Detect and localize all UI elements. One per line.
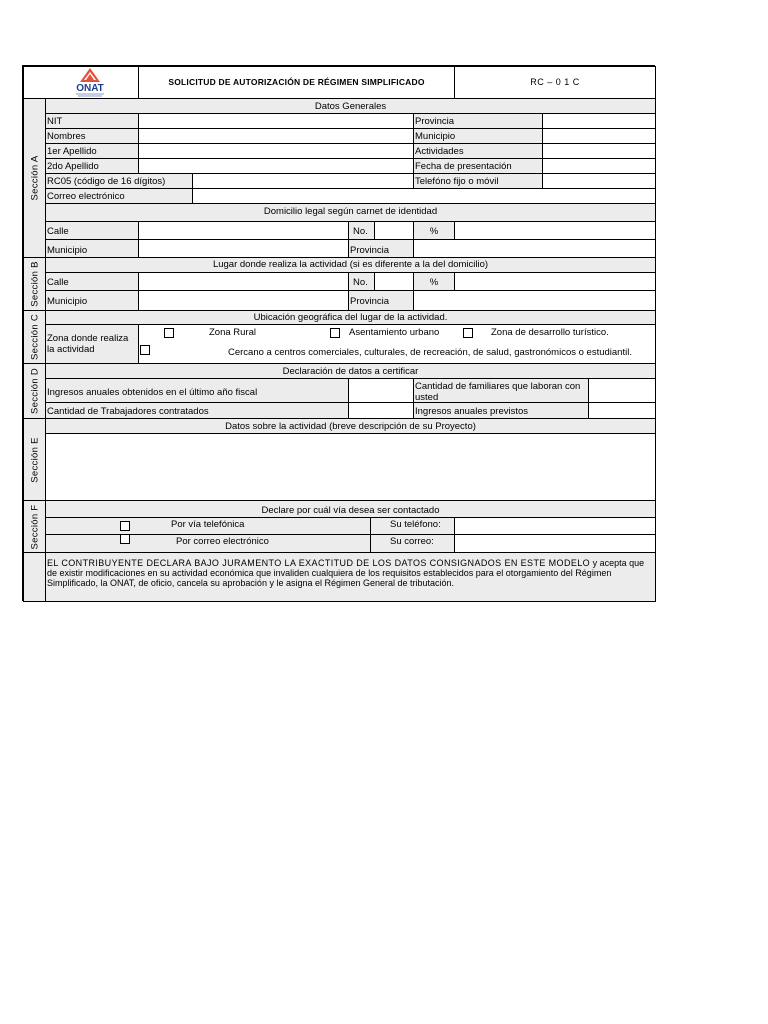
zona-rural-label: Zona Rural [209, 327, 256, 338]
su-correo-label: Su correo: [390, 536, 434, 547]
logo-wordmark: ONAT [76, 83, 104, 94]
declaracion-heading: Declaración de datos a certificar [45, 363, 656, 379]
declaration-text [45, 552, 656, 602]
form-title: SOLICITUD DE AUTORIZACIÓN DE RÉGIMEN SIMPLIFICADO [138, 66, 455, 99]
cercano-label: Cercano a centros comerciales, culturales, de recreación, de salud, gastronómicos o estudiantil. [228, 347, 632, 358]
apellido2-field[interactable] [138, 158, 414, 174]
turistico-label: Zona de desarrollo turístico. [491, 327, 609, 338]
declaration-bold: EL CONTRIBUYENTE DECLARA BAJO JURAMENTO LA EXACTITUD DE LOS DATOS CONSIGNADOS EN ESTE MODELO [47, 558, 591, 568]
actividad-description-field[interactable] [45, 433, 656, 501]
provincia-b-label: Provincia [348, 290, 414, 311]
apellido1-label: 1er Apellido [45, 143, 139, 159]
actividades-label: Actividades [413, 143, 543, 159]
provincia-field[interactable] [542, 113, 656, 129]
asentamiento-label: Asentamiento urbano [349, 327, 440, 338]
no-field[interactable] [374, 221, 414, 240]
ingresos-previstos-label: Ingresos anuales previstos [413, 402, 589, 419]
section-b-label: Sección B [23, 257, 46, 311]
familiares-label: Cantidad de familiares que laboran con usted [413, 378, 589, 403]
nit-field[interactable] [138, 113, 414, 129]
correo-label: Correo electrónico [45, 188, 193, 204]
pct-b-field[interactable] [454, 272, 656, 291]
logo-cell [23, 66, 139, 99]
telefonica-label: Por vía telefónica [171, 519, 245, 530]
provincia2-field[interactable] [413, 239, 656, 258]
no-b-field[interactable] [374, 272, 414, 291]
apellido1-field[interactable] [138, 143, 414, 159]
municipio-field[interactable] [542, 128, 656, 144]
no-label: No. [348, 221, 375, 240]
rc05-label: RC05 (código de 16 dígitos) [45, 173, 193, 189]
correo-elec-checkbox[interactable] [120, 534, 130, 544]
fecha-field[interactable] [542, 158, 656, 174]
provincia2-label: Provincia [348, 239, 414, 258]
municipio2-field[interactable] [138, 239, 349, 258]
zona-rural-checkbox[interactable] [164, 328, 174, 338]
actividad-heading: Datos sobre la actividad (breve descripción de su Proyecto) [45, 418, 656, 434]
section-c-label: Sección C [23, 310, 46, 364]
telefono-field[interactable] [542, 173, 656, 189]
zona-label: Zona donde realiza la actividad [45, 324, 139, 364]
no-b-label: No. [348, 272, 375, 291]
su-telefono-label: Su teléfono: [390, 519, 441, 530]
provincia-label: Provincia [413, 113, 543, 129]
contacto-heading: Declare por cuál vía desea ser contactado [45, 500, 656, 518]
correo-field[interactable] [192, 188, 656, 204]
lugar-heading: Lugar donde realiza la actividad (si es diferente a la del domicilio) [45, 257, 656, 273]
calle-label: Calle [45, 221, 139, 240]
onat-logo-icon [70, 68, 110, 98]
domicilio-heading: Domicilio legal según carnet de identidad [45, 203, 656, 222]
declaration-rest: y acepta que de existir modificaciones en su actividad económica que invaliden cualquiera de los requisitos establecidos para el otorgamiento del Régimen Simplificado, la ONAT, de oficio, cancela su aprobación y le asigna el Régimen General de tributación. [47, 558, 645, 588]
trabajadores-label: Cantidad de Trabajadores contratados [45, 402, 349, 419]
nombres-label: Nombres [45, 128, 139, 144]
ingresos-obtenidos-field[interactable] [348, 378, 414, 403]
actividades-field[interactable] [542, 143, 656, 159]
su-correo-field[interactable] [454, 534, 656, 553]
turistico-checkbox[interactable] [463, 328, 473, 338]
section-a-label: Sección A [23, 98, 46, 258]
telefono-label: Telefóno fijo o móvil [413, 173, 543, 189]
municipio-b-field[interactable] [138, 290, 349, 311]
trabajadores-field[interactable] [348, 402, 414, 419]
ubicacion-heading: Ubicación geográfica del lugar de la actividad. [45, 310, 656, 325]
municipio-b-label: Municipio [45, 290, 139, 311]
calle-field[interactable] [138, 221, 349, 240]
ingresos-previstos-field[interactable] [588, 402, 656, 419]
pct-field[interactable] [454, 221, 656, 240]
rc05-field[interactable] [192, 173, 414, 189]
declaration-side-cell [23, 552, 46, 602]
telefonica-checkbox[interactable] [120, 521, 130, 531]
nombres-field[interactable] [138, 128, 414, 144]
familiares-field[interactable] [588, 378, 656, 403]
datos-generales-heading: Datos Generales [45, 98, 656, 114]
asentamiento-checkbox[interactable] [330, 328, 340, 338]
correo-elec-label: Por correo electrónico [176, 536, 269, 547]
pct-b-label: % [413, 272, 455, 291]
section-e-label: Sección E [23, 418, 46, 501]
fecha-label: Fecha de presentación [413, 158, 543, 174]
apellido2-label: 2do Apellido [45, 158, 139, 174]
municipio-label: Municipio [413, 128, 543, 144]
provincia-b-field[interactable] [413, 290, 656, 311]
calle-b-field[interactable] [138, 272, 349, 291]
su-telefono-field[interactable] [454, 517, 656, 535]
municipio2-label: Municipio [45, 239, 139, 258]
pct-label: % [413, 221, 455, 240]
nit-label: NIT [45, 113, 139, 129]
section-d-label: Sección D [23, 363, 46, 419]
calle-b-label: Calle [45, 272, 139, 291]
cercano-checkbox[interactable] [140, 345, 150, 355]
ingresos-obtenidos-label: Ingresos anuales obtenidos en el último año fiscal [45, 378, 349, 403]
section-f-label: Sección F [23, 500, 46, 553]
regimen-simplificado-form [22, 65, 655, 601]
form-code: RC – 0 1 C [454, 66, 656, 99]
